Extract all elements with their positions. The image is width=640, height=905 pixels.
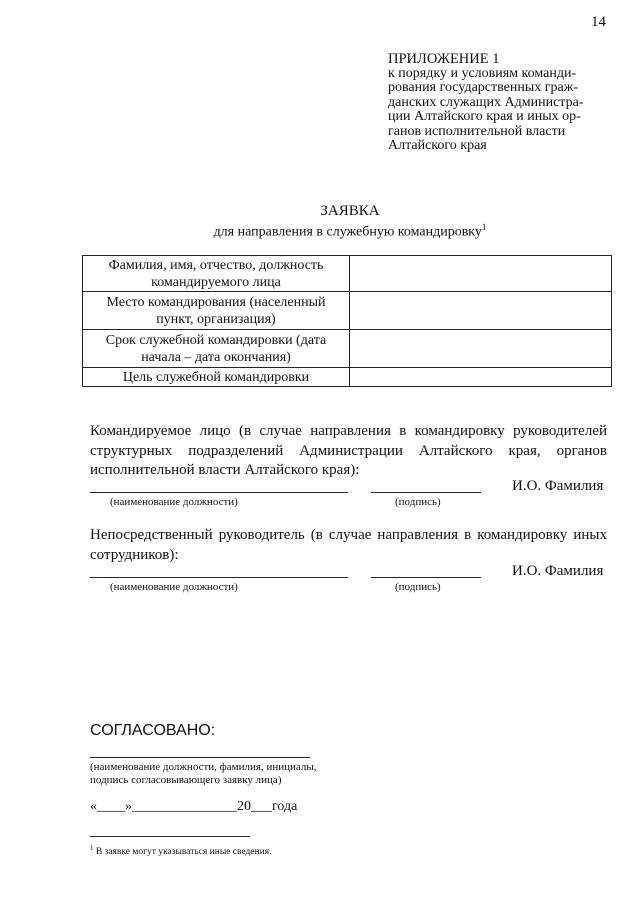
table-row <box>83 256 612 292</box>
footnote-mark: 1 <box>90 844 94 852</box>
signature-line[interactable] <box>371 492 481 493</box>
position-line[interactable] <box>90 492 348 493</box>
table-cell-value[interactable] <box>350 292 612 330</box>
table-row <box>83 292 612 330</box>
table-row <box>83 368 612 387</box>
table-cell-value[interactable] <box>350 330 612 368</box>
section1-text: Командируемое лицо (в случае направления в командировку руководителей структурных подразделений Администрации Алтайского края, органов исполнительной власти Алтайского края): <box>90 423 607 478</box>
date-line[interactable]: «____»_______________20___года <box>90 799 298 814</box>
table-cell-label: Срок служебной командировки (дата начала – дата окончания) <box>83 330 350 368</box>
agreed-note: (наименование должности, фамилия, инициалы, подпись согласовывающего заявку лица) <box>90 761 317 786</box>
annex-line: рования государственных граж- <box>388 80 579 95</box>
annex-title: ПРИЛОЖЕНИЕ 1 <box>388 51 500 67</box>
annex-line: данских служащих Администра- <box>388 94 584 110</box>
subtitle-text: для направления в служебную командировку <box>213 224 482 240</box>
name-placeholder: И.О. Фамилия <box>512 478 604 494</box>
table-cell-label: Место командирования (населенный пункт, организация) <box>83 292 350 330</box>
annex-line: ганов исполнительной власти <box>388 123 566 139</box>
table-cell-value[interactable] <box>350 368 612 387</box>
agreed-title: СОГЛАСОВАНО: <box>90 722 216 739</box>
table-cell-value[interactable] <box>350 256 612 292</box>
table-row <box>83 330 612 368</box>
page-number: 14 <box>591 14 606 30</box>
signature-caption: (подпись) <box>395 496 441 508</box>
agreed-line[interactable] <box>90 757 310 758</box>
annex-line: ции Алтайского края и иных ор- <box>388 109 581 124</box>
position-caption: (наименование должности) <box>110 496 238 508</box>
table-cell-label: Фамилия, имя, отчество, должность командируемого лица <box>83 256 350 292</box>
request-table <box>82 255 612 387</box>
document-subtitle <box>0 222 640 241</box>
footnote <box>90 844 272 857</box>
footnote-text: В заявке могут указываться иные сведения. <box>93 847 272 858</box>
table-cell-label: Цель служебной командировки <box>83 368 350 387</box>
annex-line: Алтайского края <box>388 138 487 153</box>
name-placeholder: И.О. Фамилия <box>512 563 604 579</box>
footnote-divider <box>90 836 250 837</box>
annex-block <box>388 52 603 154</box>
document-title: ЗАЯВКА <box>320 203 380 219</box>
footnote-ref: 1 <box>481 222 487 232</box>
position-caption: (наименование должности) <box>110 581 238 593</box>
section2-text: Непосредственный руководитель (в случае направления в командировку иных сотрудников): <box>90 527 607 563</box>
signature-line[interactable] <box>371 577 481 578</box>
signature-caption: (подпись) <box>395 581 441 593</box>
position-line[interactable] <box>90 577 348 578</box>
annex-line: к порядку и условиям команди- <box>388 65 577 81</box>
